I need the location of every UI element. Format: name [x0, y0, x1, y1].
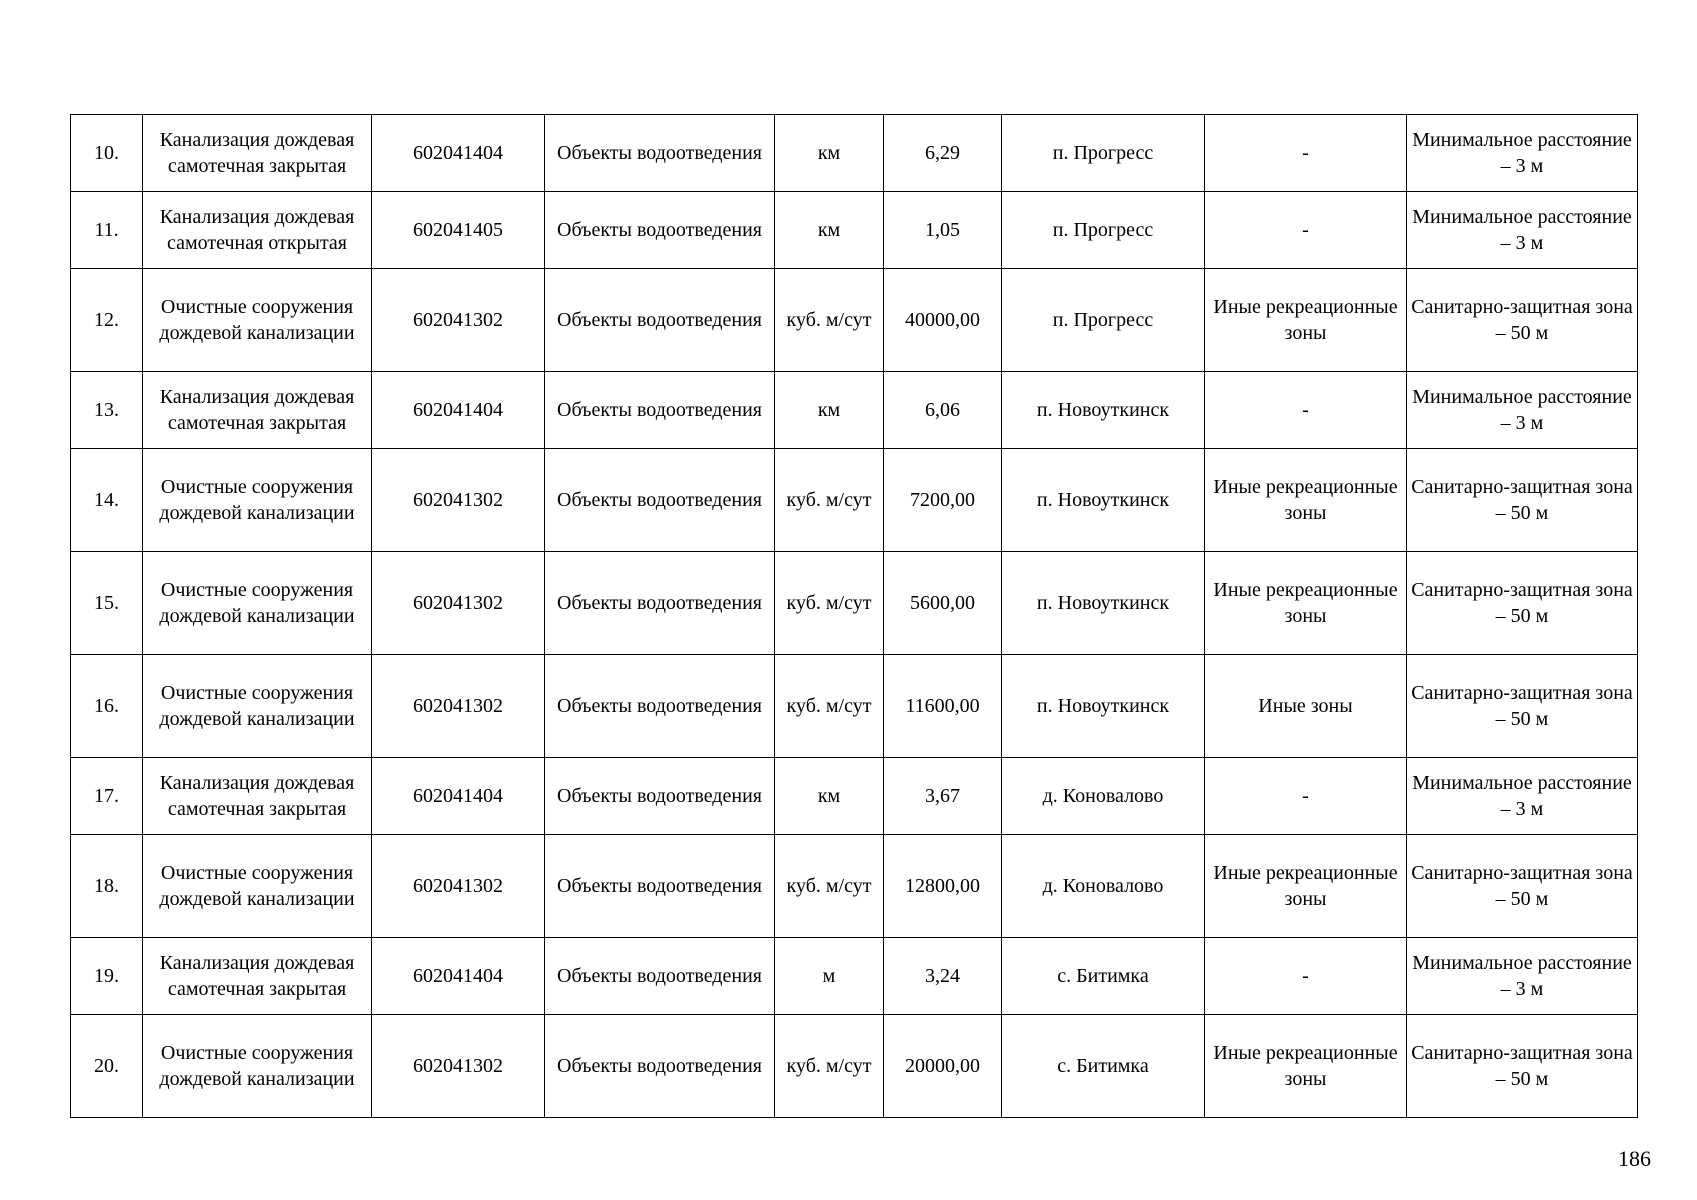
- cell-location: с. Битимка: [1002, 938, 1205, 1015]
- cell-value: 1,05: [884, 192, 1002, 269]
- cell-zone: Иные зоны: [1205, 655, 1407, 758]
- cell-unit: куб. м/сут: [775, 1015, 884, 1118]
- cell-unit: куб. м/сут: [775, 552, 884, 655]
- cell-value: 6,06: [884, 372, 1002, 449]
- table-row: [71, 552, 1638, 655]
- cell-location: п. Прогресс: [1002, 269, 1205, 372]
- cell-location: п. Прогресс: [1002, 115, 1205, 192]
- cell-name: Очистные сооружения дождевой канализации: [143, 269, 372, 372]
- cell-location: п. Новоуткинск: [1002, 372, 1205, 449]
- cell-name: Канализация дождевая самотечная закрытая: [143, 938, 372, 1015]
- cell-zone: Иные рекреационные зоны: [1205, 449, 1407, 552]
- cell-unit: куб. м/сут: [775, 269, 884, 372]
- cell-restriction: Минимальное расстояние – 3 м: [1407, 372, 1638, 449]
- cell-restriction: Санитарно-защитная зона – 50 м: [1407, 835, 1638, 938]
- cell-unit: км: [775, 192, 884, 269]
- cell-restriction: Санитарно-защитная зона – 50 м: [1407, 1015, 1638, 1118]
- cell-value: 6,29: [884, 115, 1002, 192]
- cell-category: Объекты водоотведения: [545, 835, 775, 938]
- table-row: [71, 835, 1638, 938]
- cell-restriction: Санитарно-защитная зона – 50 м: [1407, 269, 1638, 372]
- cell-code: 602041302: [372, 1015, 545, 1118]
- cell-num: 10.: [71, 115, 143, 192]
- cell-name: Очистные сооружения дождевой канализации: [143, 449, 372, 552]
- cell-zone: Иные рекреационные зоны: [1205, 269, 1407, 372]
- cell-value: 11600,00: [884, 655, 1002, 758]
- table-row: [71, 938, 1638, 1015]
- cell-code: 602041404: [372, 758, 545, 835]
- cell-location: п. Новоуткинск: [1002, 655, 1205, 758]
- cell-code: 602041404: [372, 372, 545, 449]
- cell-location: п. Новоуткинск: [1002, 449, 1205, 552]
- table-row: [71, 758, 1638, 835]
- cell-zone: Иные рекреационные зоны: [1205, 835, 1407, 938]
- table-row: [71, 372, 1638, 449]
- cell-category: Объекты водоотведения: [545, 758, 775, 835]
- table-row: [71, 655, 1638, 758]
- cell-zone: Иные рекреационные зоны: [1205, 552, 1407, 655]
- cell-num: 15.: [71, 552, 143, 655]
- cell-zone: -: [1205, 938, 1407, 1015]
- cell-value: 3,24: [884, 938, 1002, 1015]
- cell-category: Объекты водоотведения: [545, 655, 775, 758]
- cell-category: Объекты водоотведения: [545, 269, 775, 372]
- cell-value: 40000,00: [884, 269, 1002, 372]
- cell-code: 602041302: [372, 655, 545, 758]
- cell-restriction: Санитарно-защитная зона – 50 м: [1407, 655, 1638, 758]
- cell-location: с. Битимка: [1002, 1015, 1205, 1118]
- cell-category: Объекты водоотведения: [545, 115, 775, 192]
- cell-num: 12.: [71, 269, 143, 372]
- table-row: [71, 269, 1638, 372]
- cell-num: 17.: [71, 758, 143, 835]
- cell-zone: -: [1205, 192, 1407, 269]
- cell-restriction: Минимальное расстояние – 3 м: [1407, 115, 1638, 192]
- cell-name: Канализация дождевая самотечная закрытая: [143, 372, 372, 449]
- cell-restriction: Минимальное расстояние – 3 м: [1407, 938, 1638, 1015]
- cell-value: 5600,00: [884, 552, 1002, 655]
- cell-category: Объекты водоотведения: [545, 552, 775, 655]
- cell-code: 602041404: [372, 938, 545, 1015]
- cell-unit: м: [775, 938, 884, 1015]
- cell-num: 16.: [71, 655, 143, 758]
- cell-num: 13.: [71, 372, 143, 449]
- cell-restriction: Минимальное расстояние – 3 м: [1407, 758, 1638, 835]
- cell-location: п. Новоуткинск: [1002, 552, 1205, 655]
- cell-unit: куб. м/сут: [775, 835, 884, 938]
- cell-code: 602041302: [372, 835, 545, 938]
- cell-name: Очистные сооружения дождевой канализации: [143, 1015, 372, 1118]
- cell-name: Очистные сооружения дождевой канализации: [143, 655, 372, 758]
- table-row: [71, 115, 1638, 192]
- cell-code: 602041404: [372, 115, 545, 192]
- cell-unit: км: [775, 372, 884, 449]
- cell-code: 602041302: [372, 269, 545, 372]
- cell-restriction: Санитарно-защитная зона – 50 м: [1407, 552, 1638, 655]
- cell-value: 7200,00: [884, 449, 1002, 552]
- cell-category: Объекты водоотведения: [545, 372, 775, 449]
- cell-num: 19.: [71, 938, 143, 1015]
- page-number: 186: [1618, 1146, 1651, 1171]
- cell-zone: -: [1205, 758, 1407, 835]
- objects-table: [70, 114, 1638, 1118]
- cell-category: Объекты водоотведения: [545, 1015, 775, 1118]
- cell-location: д. Коновалово: [1002, 835, 1205, 938]
- cell-zone: -: [1205, 372, 1407, 449]
- cell-restriction: Минимальное расстояние – 3 м: [1407, 192, 1638, 269]
- cell-zone: Иные рекреационные зоны: [1205, 1015, 1407, 1118]
- cell-value: 20000,00: [884, 1015, 1002, 1118]
- cell-unit: куб. м/сут: [775, 655, 884, 758]
- cell-name: Очистные сооружения дождевой канализации: [143, 552, 372, 655]
- cell-num: 11.: [71, 192, 143, 269]
- cell-name: Очистные сооружения дождевой канализации: [143, 835, 372, 938]
- cell-category: Объекты водоотведения: [545, 938, 775, 1015]
- cell-category: Объекты водоотведения: [545, 449, 775, 552]
- cell-name: Канализация дождевая самотечная открытая: [143, 192, 372, 269]
- cell-unit: км: [775, 758, 884, 835]
- cell-zone: -: [1205, 115, 1407, 192]
- cell-unit: куб. м/сут: [775, 449, 884, 552]
- cell-name: Канализация дождевая самотечная закрытая: [143, 758, 372, 835]
- cell-category: Объекты водоотведения: [545, 192, 775, 269]
- cell-num: 14.: [71, 449, 143, 552]
- table-row: [71, 449, 1638, 552]
- cell-value: 12800,00: [884, 835, 1002, 938]
- cell-restriction: Санитарно-защитная зона – 50 м: [1407, 449, 1638, 552]
- cell-location: д. Коновалово: [1002, 758, 1205, 835]
- cell-unit: км: [775, 115, 884, 192]
- cell-num: 20.: [71, 1015, 143, 1118]
- cell-num: 18.: [71, 835, 143, 938]
- cell-value: 3,67: [884, 758, 1002, 835]
- cell-code: 602041302: [372, 449, 545, 552]
- cell-name: Канализация дождевая самотечная закрытая: [143, 115, 372, 192]
- table-row: [71, 1015, 1638, 1118]
- cell-location: п. Прогресс: [1002, 192, 1205, 269]
- table-row: [71, 192, 1638, 269]
- cell-code: 602041302: [372, 552, 545, 655]
- cell-code: 602041405: [372, 192, 545, 269]
